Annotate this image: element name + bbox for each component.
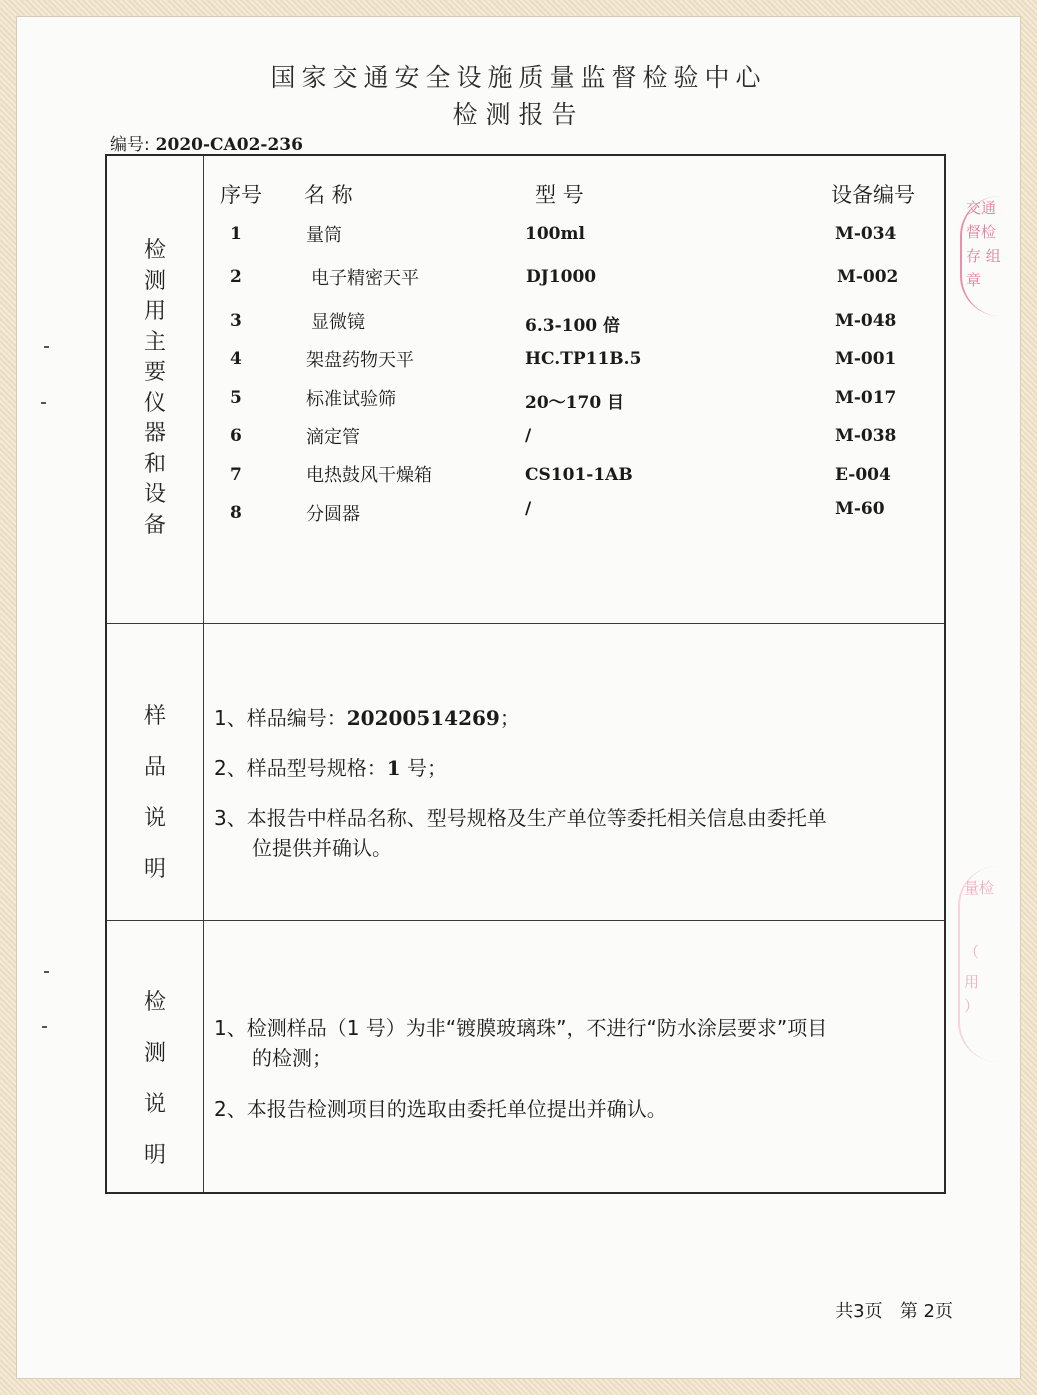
col-header-model: 型 号	[535, 183, 584, 207]
sample-side-label: 样 品 说 明	[143, 704, 166, 882]
margin-mark	[41, 402, 46, 404]
column-divider	[203, 156, 204, 1192]
margin-mark	[44, 346, 49, 348]
section-divider-2	[107, 920, 944, 921]
test-side-label: 检 测 说 明	[143, 990, 166, 1168]
sample-item-3: 3、本报告中样品名称、型号规格及生产单位等委托相关信息由委托单 位提供并确认。	[214, 806, 827, 860]
sample-item-1: 1、样品编号：20200514269；	[214, 706, 520, 730]
margin-mark	[42, 1026, 47, 1028]
equipment-side-label: 检 测 用 主 要 仪 器 和 设 备	[143, 238, 166, 538]
seal-stamp-bottom: 量检 （ 用 ）	[958, 866, 1004, 1062]
report-number	[110, 130, 303, 155]
report-number-value: 2020-CA02-236	[155, 135, 303, 155]
col-header-code: 设备编号	[831, 183, 915, 207]
org-title: 国家交通安全设施质量监督检验中心	[270, 63, 767, 92]
page-number: 共3页 第 2页	[835, 1301, 953, 1322]
test-item-1: 1、检测样品（1 号）为非“镀膜玻璃珠”，不进行“防水涂层要求”项目 的检测；	[214, 1016, 828, 1070]
report-title: 检测报告	[452, 100, 585, 129]
report-table: 检 测 用 主 要 仪 器 和 设 备 序号 名 称 型 号 设备编号 1 量筒 100ml M-034 2 电子精密天平 DJ1000 M-002 3 显微镜 6.3-100 倍 M-048 4 架盘药物天平 HC.TP11B.5 M-001 5 标准试验筛 20～170 目 M-017 6 滴定管 / M-038 7 电热鼓风干燥箱 CS101-1AB E-004 8 分圆器 / M-60 样 品 说 明 1、样品编号：20200514269； 2、样品型号规格：1 号； 3、本报告中样品名称、型号规格及生产单位等委托相关信息由委托单 位提供并确认。 检 测 说 明 1、检测样品（1 号）为非“镀膜玻璃珠”，不进行“防水涂层要求”项目 的检测； 2、本报告检测项目的选取由委托单位提出并确认。	[105, 154, 946, 1194]
col-header-seq: 序号	[220, 183, 262, 207]
col-header-name: 名 称	[304, 183, 353, 207]
section-divider-1	[107, 623, 944, 624]
margin-mark	[44, 971, 49, 973]
seal-stamp-top: 交通 督检 存 组 章	[960, 196, 1006, 316]
test-item-2: 2、本报告检测项目的选取由委托单位提出并确认。	[214, 1097, 667, 1121]
sample-item-2: 2、样品型号规格：1 号；	[214, 756, 448, 780]
report-number-label: 编号:	[110, 135, 150, 155]
